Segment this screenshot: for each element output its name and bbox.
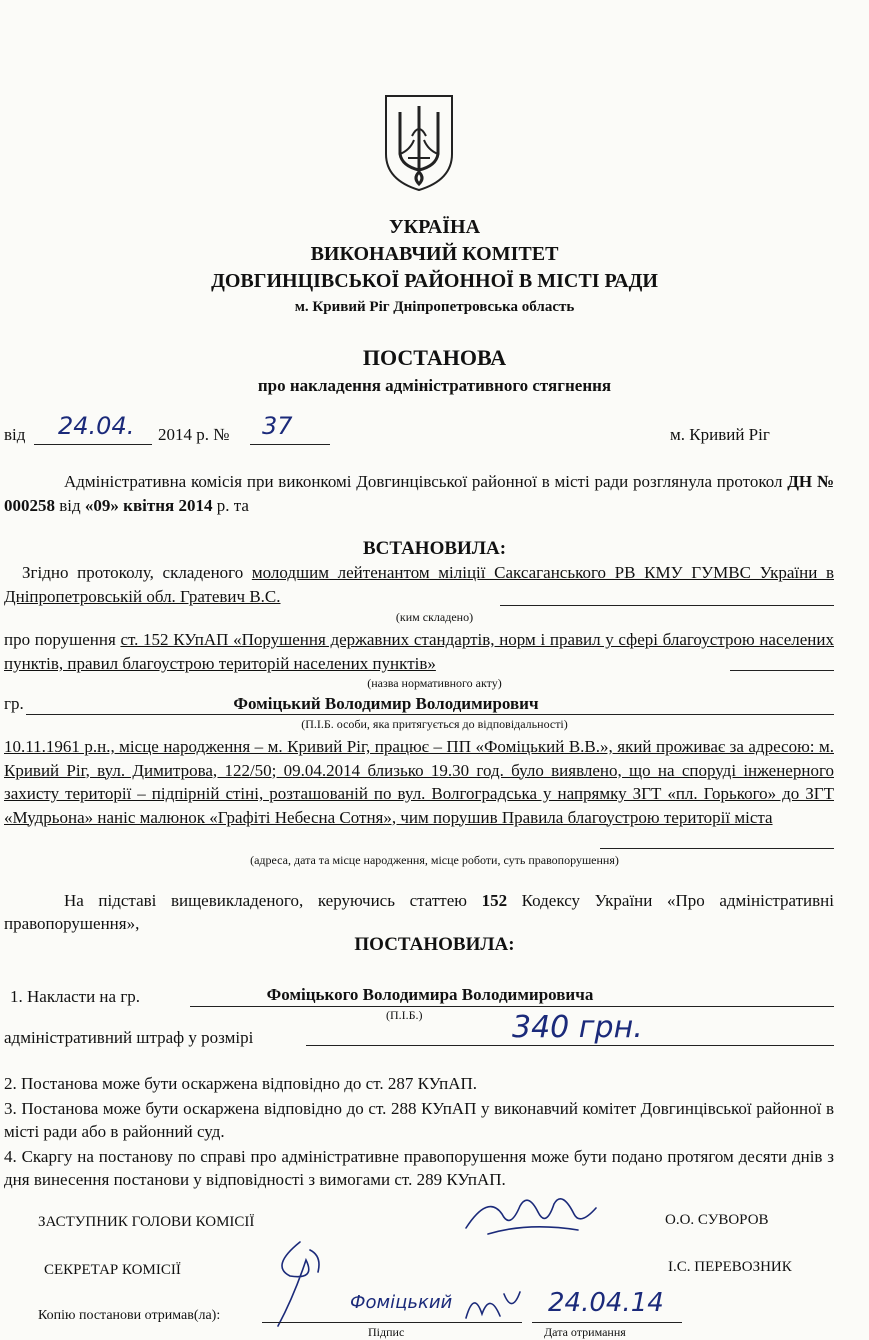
intro-text-1: Адміністративна комісія при виконкомі Довгинцівської районної в місті ради розглянула протокол xyxy=(64,472,788,491)
secretary-title: СЕКРЕТАР КОМІСІЇ xyxy=(44,1262,181,1278)
citizen-prefix: гр. xyxy=(4,694,24,713)
secretary-signature xyxy=(260,1236,340,1332)
fine-line xyxy=(306,1045,834,1046)
compiled-by-line xyxy=(500,605,834,606)
document-title: ПОСТАНОВА xyxy=(362,345,507,370)
caption-pib: (П.І.Б.) xyxy=(386,1008,423,1022)
intro-paragraph xyxy=(4,470,834,518)
penalized-person: Фоміцького Володимира Володимировича xyxy=(266,985,594,1004)
date-handwritten: 24.04. xyxy=(58,412,135,440)
offence-description: 10.11.1961 р.н., місце народження – м. Кривий Ріг, працює – ПП «Фоміцький В.В.», який проживає за адресою: м. Кривий Ріг, вул. Димитрова, 122/50; 09.04.2014 близько 19.30 год. було виявлено, що на споруді інженерного захисту території – підпірній стіні, розташованій по вул. Волгоградська у напрямку ЗГТ «пл. Горького» до ЗГТ «Мудрьона» наніс малюнок «Графіті Небесна Сотня», чим порушив Правила благоустрою території міста xyxy=(4,737,834,827)
caption-date: Дата отримання xyxy=(544,1325,626,1339)
deputy-name: О.О. СУВОРОВ xyxy=(665,1212,769,1228)
intro-text-2: від xyxy=(55,496,85,515)
received-label: Копію постанови отримав(ла): xyxy=(38,1308,221,1323)
document-subtitle: про накладення адміністративного стягнення xyxy=(257,376,612,395)
fine-label: адміністративний штраф у розмірі xyxy=(4,1028,254,1047)
established-heading: ВСТАНОВИЛА: xyxy=(362,538,507,559)
received-signature: Фоміцький xyxy=(350,1292,453,1313)
coat-of-arms-icon xyxy=(380,92,458,194)
deputy-signature xyxy=(458,1184,608,1244)
item1-label: 1. Накласти на гр. xyxy=(10,987,141,1006)
basis-article: 152 xyxy=(481,891,508,910)
established-paragraph-1 xyxy=(4,561,834,609)
decision-item-4: 4. Скаргу на постанову по справі про адміністративне правопорушення може бути подано протягом десяти днів з дня винесення постанови у відповідності з вимогами ст. 289 КУпАП. xyxy=(4,1147,834,1189)
violated-act: ст. 152 КУпАП «Порушення державних стандартів, норм і правил у сфері благоустрою населених пунктів, правил благоустрою територій населених пунктів» xyxy=(4,630,834,673)
caption-act: (назва нормативного акту) xyxy=(367,676,502,690)
established-paragraph-2 xyxy=(4,628,834,676)
decision-item-3: 3. Постанова може бути оскаржена відповідно до ст. 288 КУпАП у виконавчий комітет Довгинцівської районної в місті ради або в районний суд. xyxy=(4,1099,834,1141)
header-location: м. Кривий Ріг Дніпропетровська область xyxy=(294,299,575,315)
basis-text-1: На підставі вищевикладеного, керуючись статтею xyxy=(64,891,482,910)
city: м. Кривий Ріг xyxy=(670,425,770,444)
compiled-by: молодшим лейтенантом міліції Саксаганського РВ КМУ ГУМВС України в Дніпропетровській обл. Гратевич В.С. xyxy=(4,563,835,606)
citizen-name: Фоміцький Володимир Володимирович xyxy=(233,694,539,713)
offence-line xyxy=(600,848,834,849)
basis-text-2: Кодексу України «Про адміністративні правопорушення», xyxy=(4,891,834,933)
header-council: ДОВГИНЦІВСЬКОЇ РАЙОННОЇ В МІСТІ РАДИ xyxy=(211,270,658,292)
header-committee: ВИКОНАВЧИЙ КОМІТЕТ xyxy=(310,243,559,265)
caption-offence: (адреса, дата та місце народження, місце роботи, суть правопорушення) xyxy=(250,853,619,867)
received-date: 24.04.14 xyxy=(548,1288,664,1318)
basis-paragraph xyxy=(4,889,834,935)
caption-signature: Підпис xyxy=(368,1325,405,1339)
protocol-date: «09» квітня 2014 xyxy=(84,496,213,515)
caption-person: (П.І.Б. особи, яка притягується до відповідальності) xyxy=(301,717,568,731)
intro-text-3: р. та xyxy=(212,496,249,515)
established-p2-lead: про порушення xyxy=(4,630,121,649)
fine-handwritten: 340 грн. xyxy=(512,1010,643,1045)
header-country: УКРАЇНА xyxy=(388,216,481,238)
date-line xyxy=(34,444,152,445)
protocol-number: ДН № 000258 xyxy=(4,472,834,515)
secretary-name: І.С. ПЕРЕВОЗНИК xyxy=(668,1259,792,1275)
number-line xyxy=(250,444,330,445)
number-handwritten: 37 xyxy=(262,412,293,440)
deputy-title: ЗАСТУПНИК ГОЛОВИ КОМІСІЇ xyxy=(38,1214,255,1230)
received-date-line xyxy=(532,1322,682,1323)
violated-act-line xyxy=(730,670,834,671)
citizen-line xyxy=(26,714,834,715)
decided-heading: ПОСТАНОВИЛА: xyxy=(354,934,515,955)
received-signature-mark xyxy=(460,1284,530,1324)
from-label: від xyxy=(4,425,26,444)
year-number-label: 2014 р. № xyxy=(158,425,230,444)
item1-line xyxy=(190,1006,834,1007)
established-p1-lead: Згідно протоколу, складеного xyxy=(22,563,252,582)
caption-compiled-by: (ким складено) xyxy=(395,610,474,624)
decision-item-2: 2. Постанова може бути оскаржена відповідно до ст. 287 КУпАП. xyxy=(4,1074,478,1093)
